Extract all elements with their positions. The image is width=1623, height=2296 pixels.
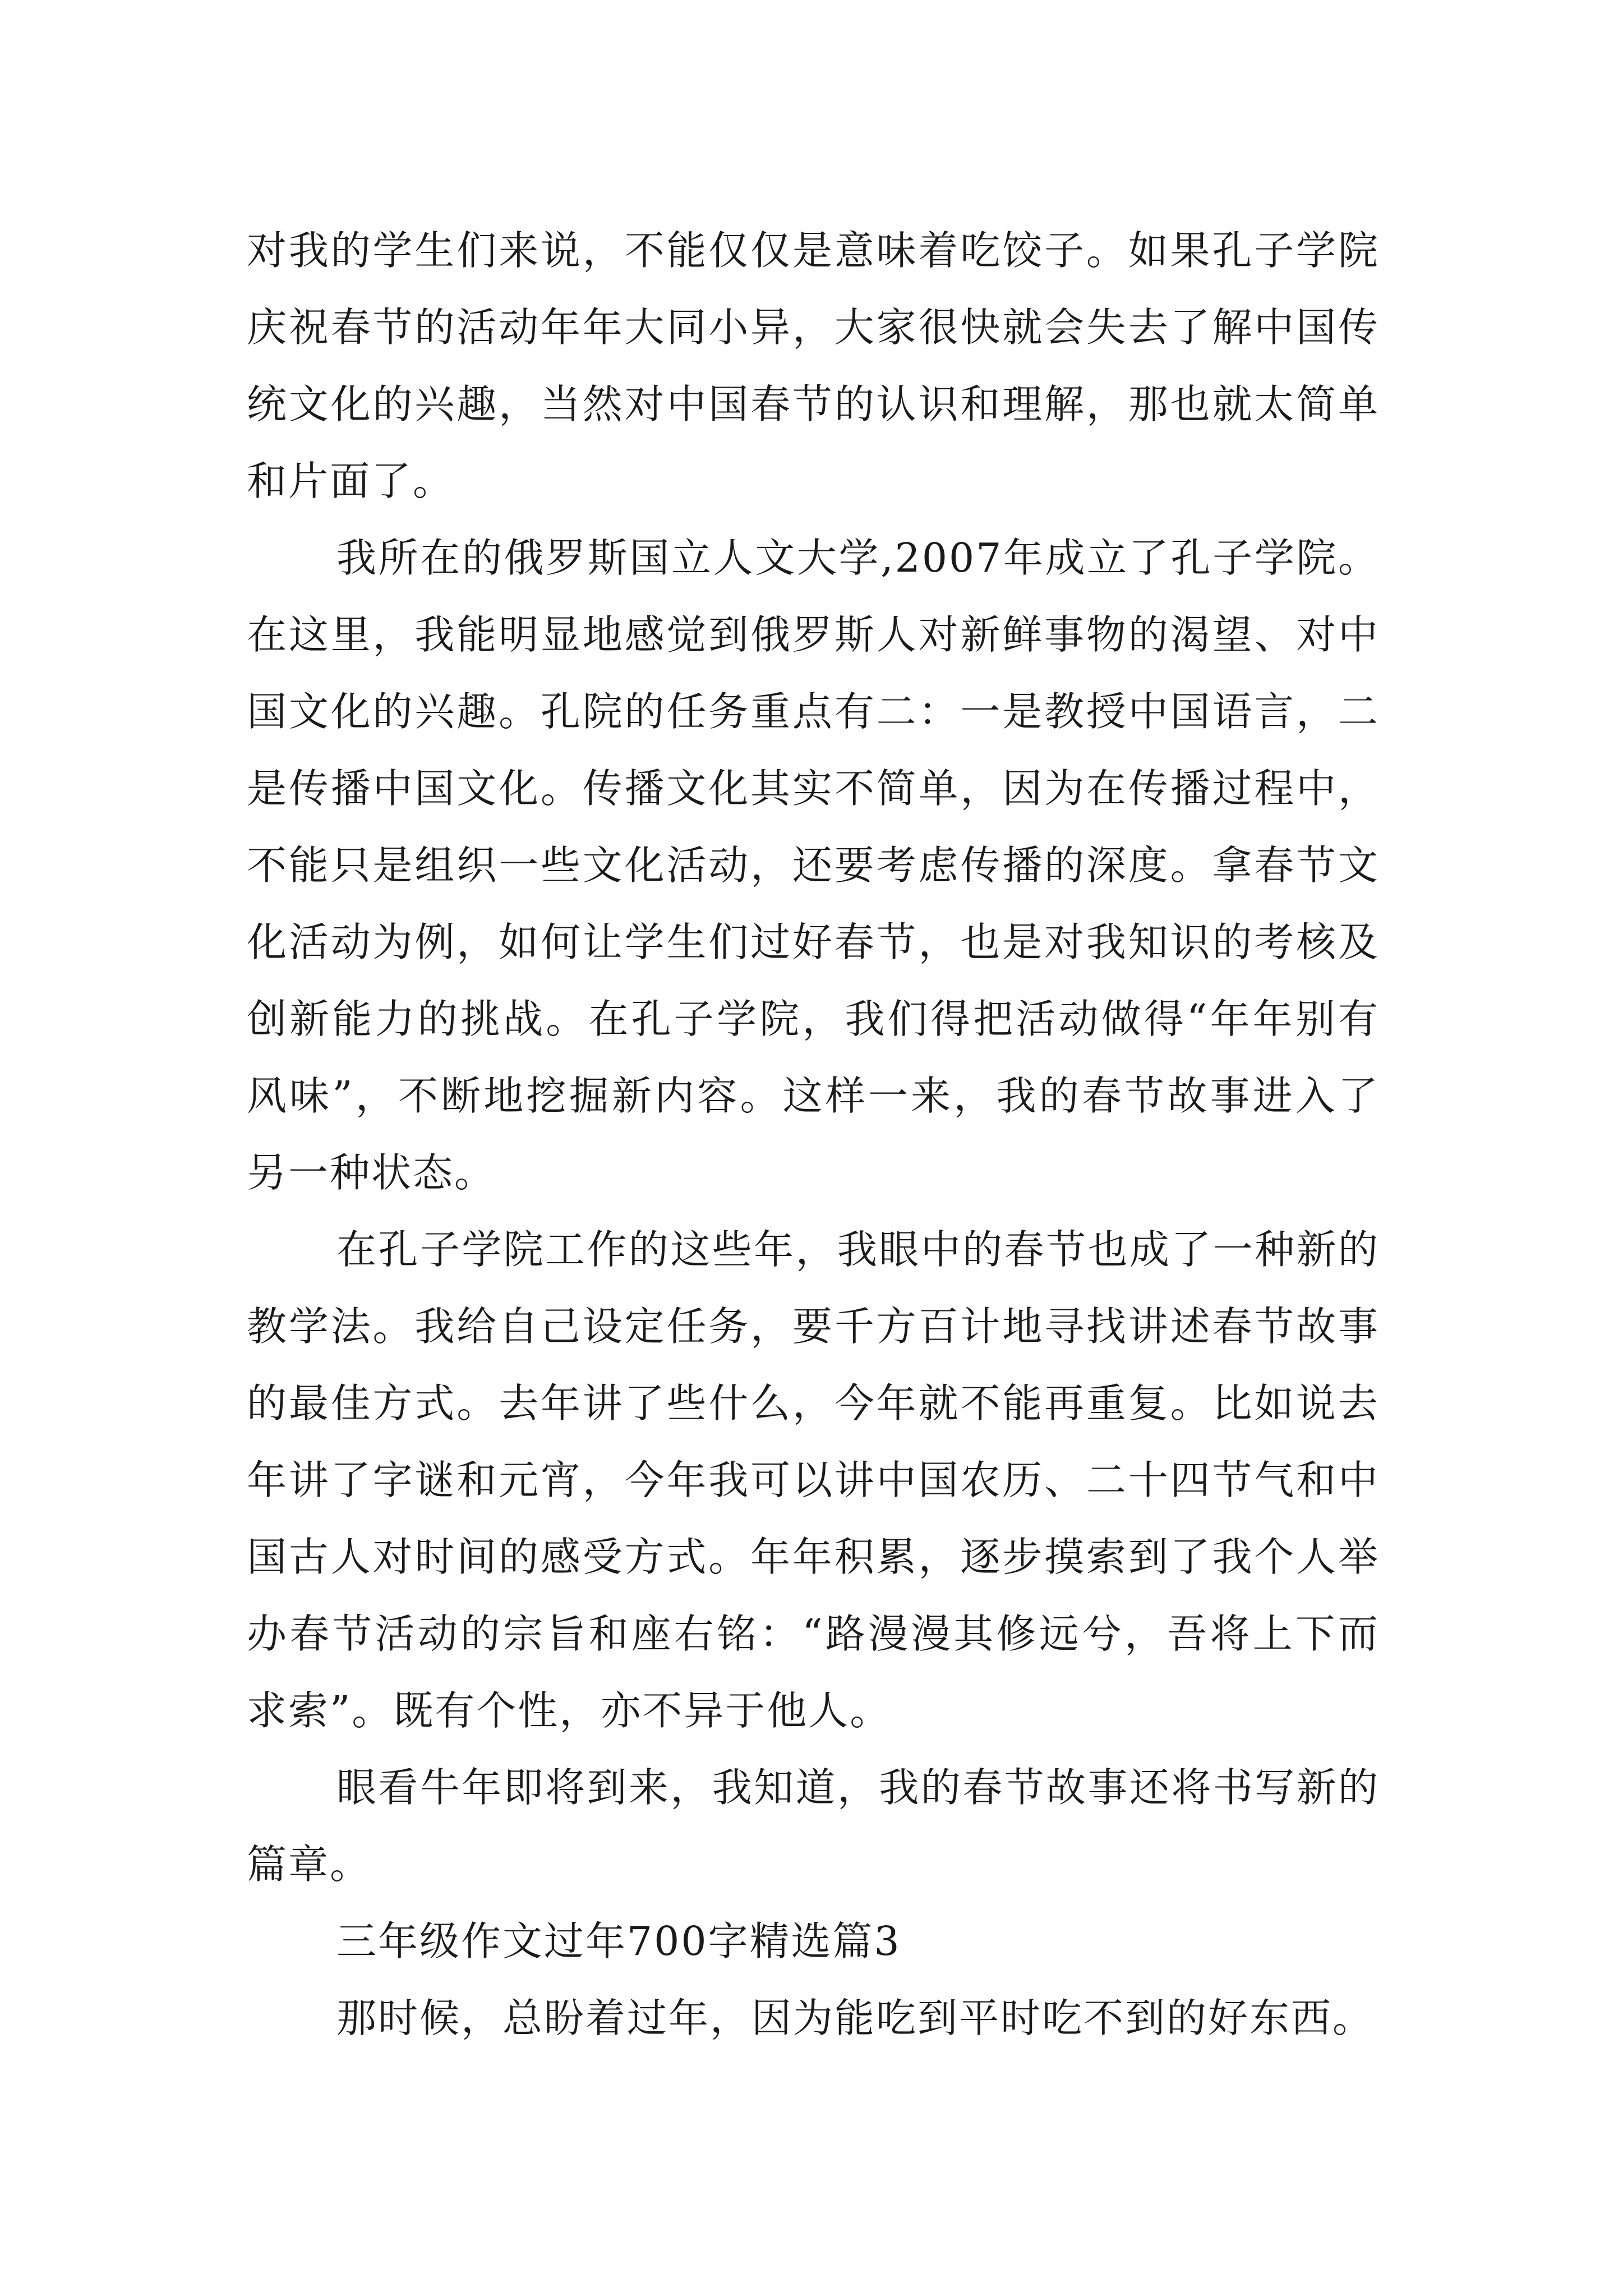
paragraph-teaching: 在孔子学院工作的这些年，我眼中的春节也成了一种新的教学法。我给自己设定任务，要千方百计地寻找讲述春节故事的最佳方式。去年讲了些什么，今年就不能再重复。比如说去年讲了字谜和元宵，今年我可以讲中国农历、二十四节气和中国古人对时间的感受方式。年年积累，逐步摸索到了我个人举办春节活动的宗旨和座右铭：“路漫漫其修远兮，吾将上下而求索”。既有个性，亦不异于他人。 <box>247 1226 1380 1734</box>
paragraph-new-year: 眼看牛年即将到来，我知道，我的春节故事还将书写新的篇章。 <box>247 1764 1380 1888</box>
paragraph-continuation: 对我的学生们来说，不能仅仅是意味着吃饺子。如果孔子学院庆祝春节的活动年年大同小异，大家很快就会失去了解中国传统文化的兴趣，当然对中国春节的认识和理解，那也就太简单和片面了。 <box>247 227 1380 504</box>
paragraph-memories: 那时候，总盼着过年，因为能吃到平时吃不到的好东西。 <box>336 1995 1375 2041</box>
document-body <box>247 212 1380 2056</box>
paragraph-institute: 我所在的俄罗斯国立人文大学,2007年成立了孔子学院。在这里，我能明显地感觉到俄罗斯人对新鲜事物的渴望、对中国文化的兴趣。孔院的任务重点有二：一是教授中国语言，二是传播中国文化。传播文化其实不简单，因为在传播过程中，不能只是组织一些文化活动，还要考虑传播的深度。拿春节文化活动为例，如何让学生们过好春节，也是对我知识的考核及创新能力的挑战。在孔子学院，我们得把活动做得“年年别有风味”，不断地挖掘新内容。这样一来，我的春节故事进入了另一种状态。 <box>247 535 1380 1196</box>
section-heading: 三年级作文过年700字精选篇3 <box>336 1918 901 1964</box>
